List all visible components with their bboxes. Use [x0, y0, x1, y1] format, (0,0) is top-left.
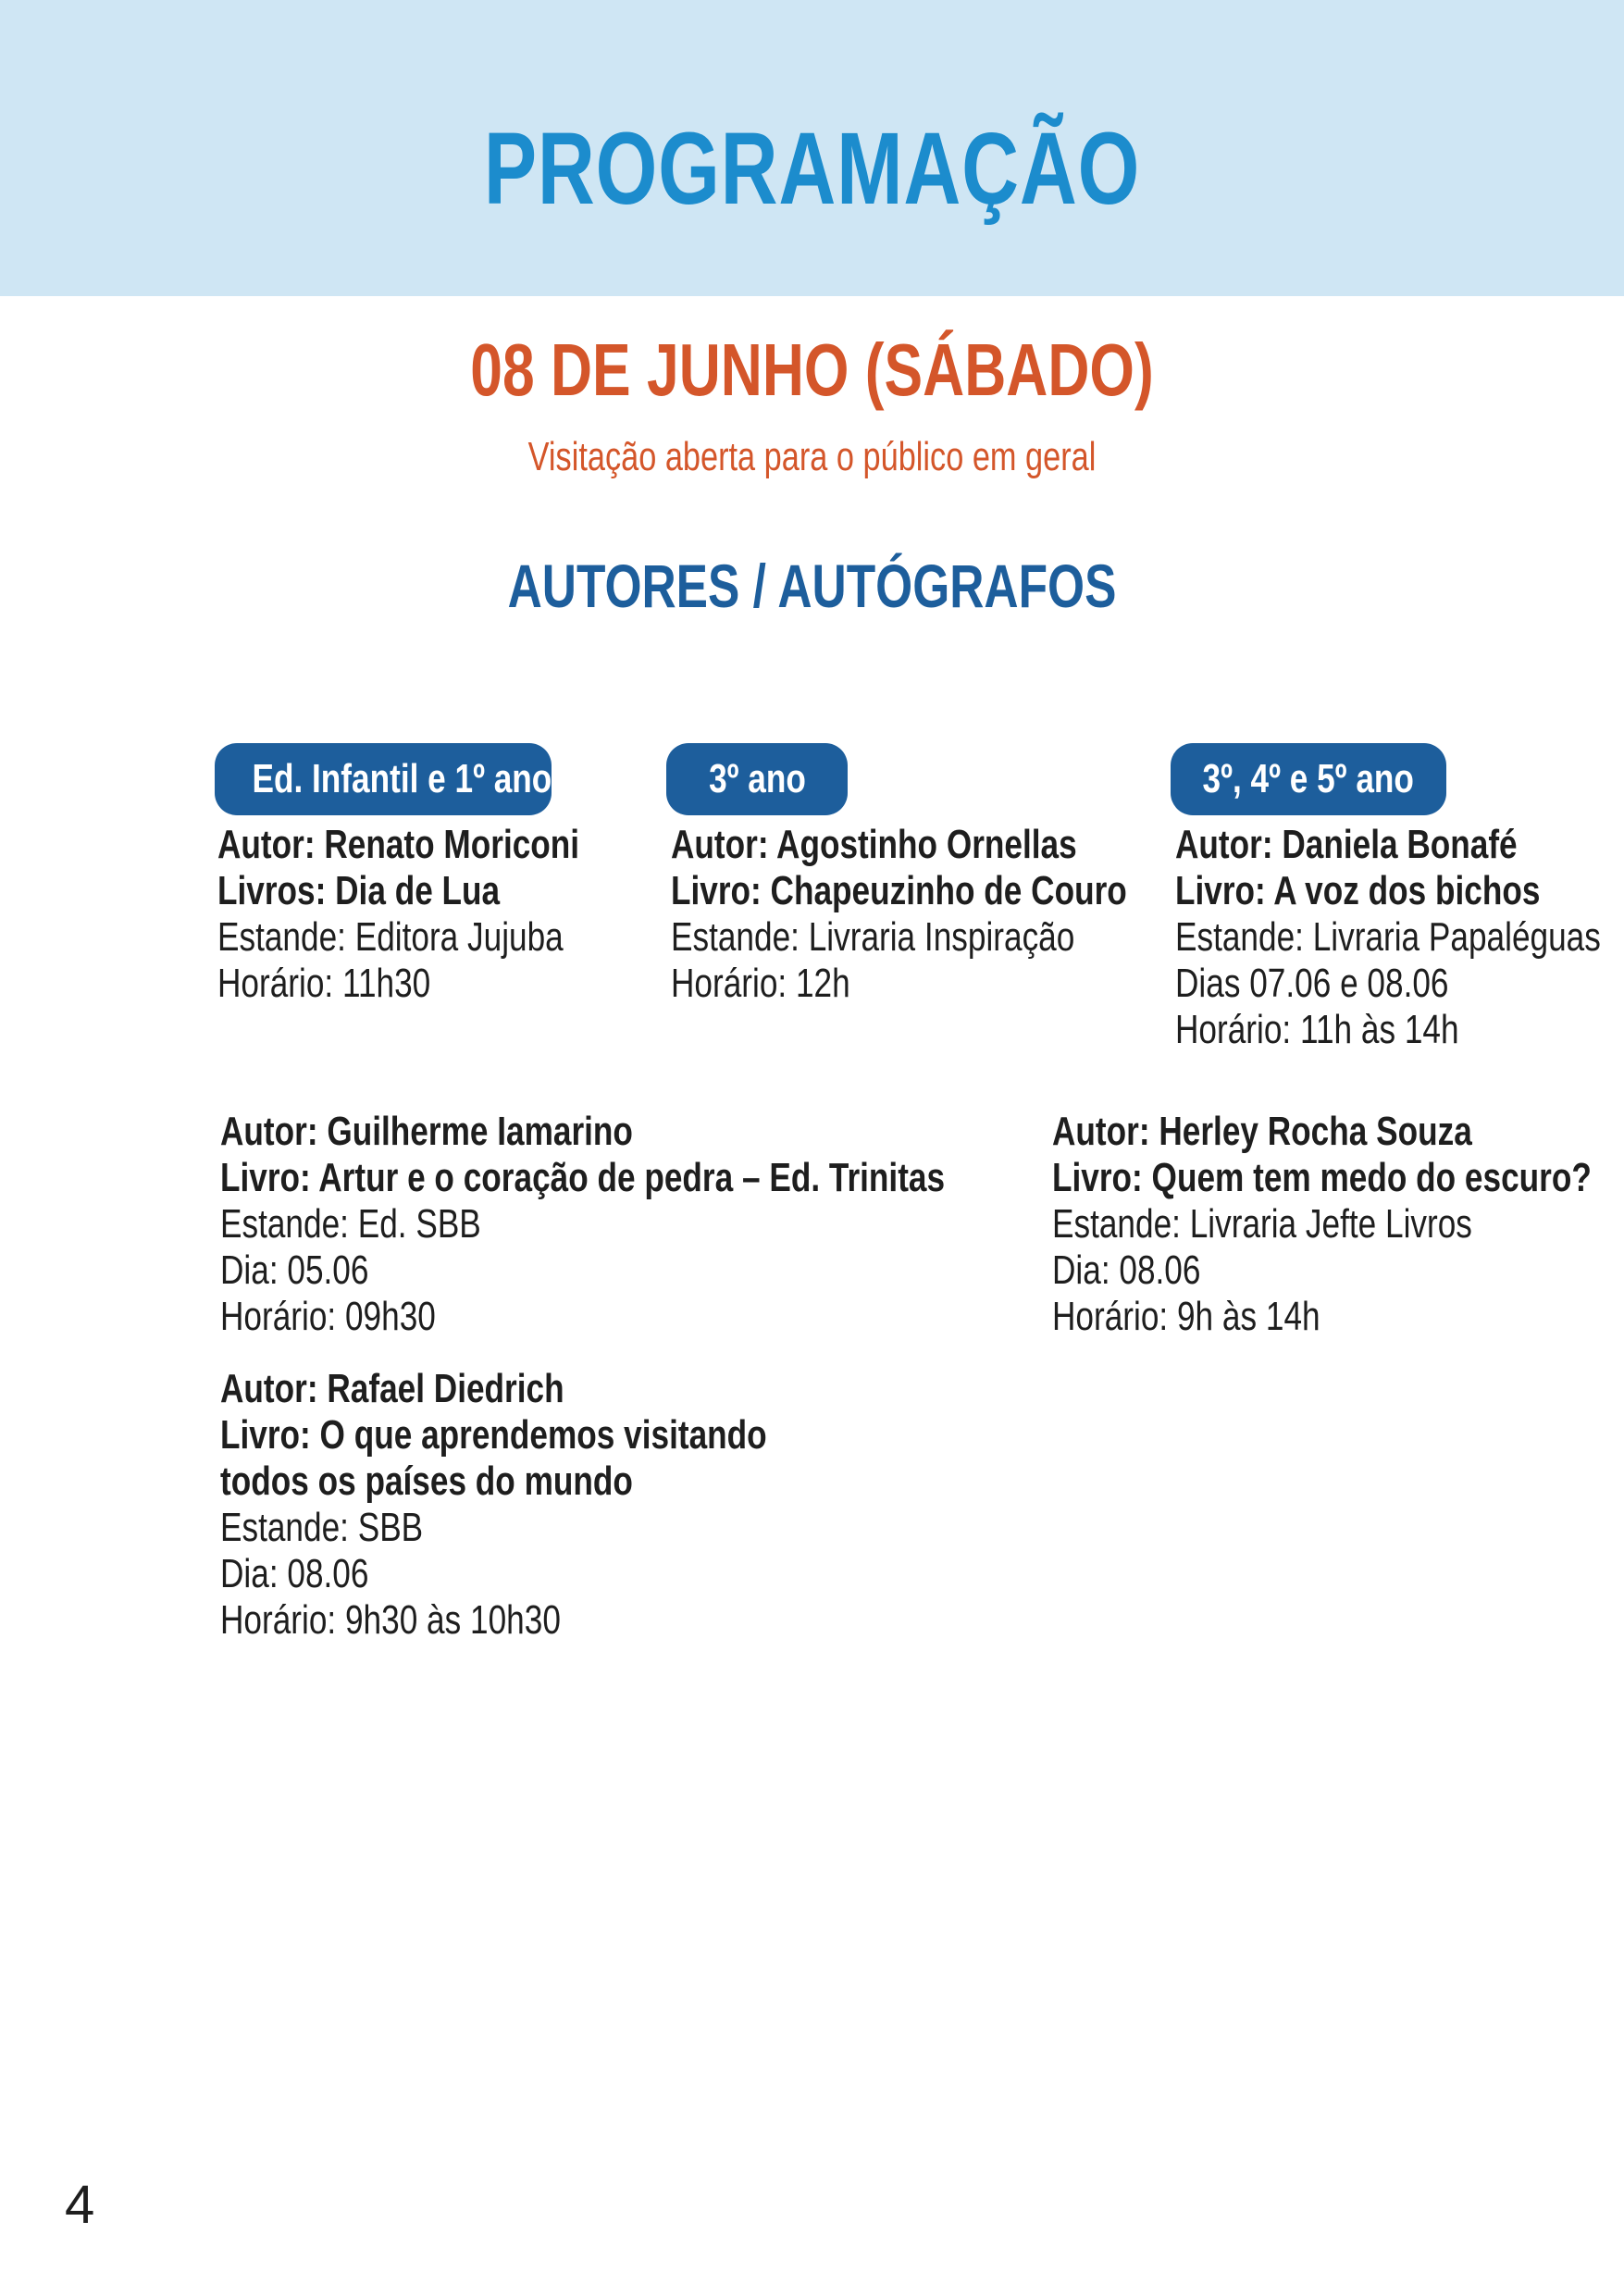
badge-label: Ed. Infantil e 1º ano: [252, 756, 552, 801]
time-info: Horário: 12h: [671, 961, 850, 1006]
book-title: Livro: A voz dos bichos: [1175, 868, 1541, 913]
author-name: Autor: Daniela Bonafé: [1175, 822, 1518, 867]
book-title: Livro: Chapeuzinho de Couro: [671, 868, 1127, 913]
day-info: Dia: 08.06: [1052, 1247, 1201, 1293]
author-entry-rafael: [220, 1366, 767, 1644]
book-title-continued: todos os países do mundo: [220, 1458, 633, 1504]
section-heading: AUTORES / AUTÓGRAFOS: [507, 552, 1117, 620]
time-info: Horário: 09h30: [220, 1294, 436, 1339]
author-name: Autor: Agostinho Ornellas: [671, 822, 1077, 867]
author-entry-daniela: [1175, 822, 1601, 1053]
stand-info: Estande: Livraria Papaléguas: [1175, 914, 1601, 960]
time-info: Horário: 9h30 às 10h30: [220, 1597, 561, 1643]
page-number: 4: [65, 2175, 95, 2235]
book-title: Livro: Artur e o coração de pedra – Ed. Trinitas: [220, 1155, 946, 1200]
book-title: Livro: Quem tem medo do escuro?: [1052, 1155, 1592, 1200]
stand-info: Estande: SBB: [220, 1505, 424, 1550]
badge-ed-infantil: [215, 743, 552, 815]
stand-info: Estande: Ed. SBB: [220, 1201, 481, 1247]
book-title: Livros: Dia de Lua: [217, 868, 501, 913]
book-title: Livro: O que aprendemos visitando: [220, 1412, 767, 1458]
badge-label: 3º, 4º e 5º ano: [1202, 756, 1415, 801]
date-heading: 08 DE JUNHO (SÁBADO): [470, 329, 1154, 411]
author-name: Autor: Renato Moriconi: [217, 822, 580, 867]
day-info: Dia: 05.06: [220, 1247, 369, 1293]
stand-info: Estande: Editora Jujuba: [217, 914, 564, 960]
badge-3-ano: [666, 743, 848, 815]
page-title: PROGRAMAÇÃO: [483, 112, 1141, 226]
badge-label: 3º ano: [708, 756, 806, 801]
stand-info: Estande: Livraria Jefte Livros: [1052, 1201, 1472, 1247]
time-info: Horário: 11h30: [217, 961, 431, 1006]
author-name: Autor: Guilherme Iamarino: [220, 1109, 633, 1154]
stand-info: Estande: Livraria Inspiração: [671, 914, 1075, 960]
author-name: Autor: Rafael Diedrich: [220, 1366, 564, 1411]
date-subtitle: Visitação aberta para o público em geral: [527, 434, 1097, 479]
author-entry-renato: [217, 822, 579, 1007]
author-entry-guilherme: [220, 1109, 945, 1340]
day-info: Dia: 08.06: [220, 1551, 369, 1596]
time-info: Horário: 11h às 14h: [1175, 1007, 1459, 1052]
badge-3-4-5-ano: [1171, 743, 1446, 815]
days-info: Dias 07.06 e 08.06: [1175, 961, 1449, 1006]
time-info: Horário: 9h às 14h: [1052, 1294, 1320, 1339]
author-entry-herley: [1052, 1109, 1592, 1340]
author-name: Autor: Herley Rocha Souza: [1052, 1109, 1472, 1154]
author-entry-agostinho: [671, 822, 1127, 1007]
